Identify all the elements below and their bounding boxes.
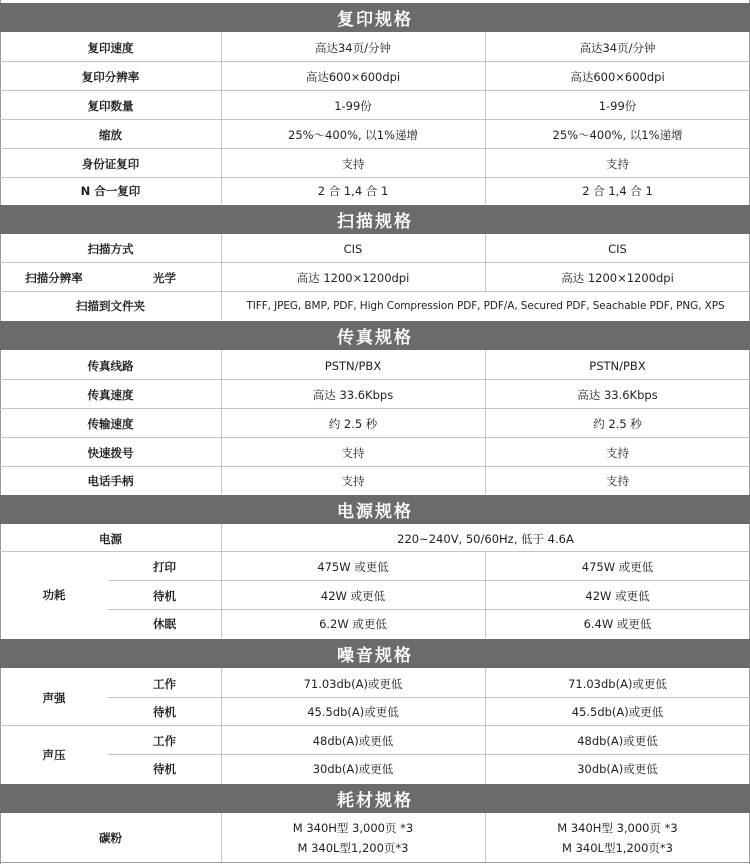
toner-low-yield-1: M 340L型1,200页*3	[297, 841, 409, 855]
copy-nup-value-2: 2 合 1,4 合 1	[582, 184, 653, 198]
divider	[0, 551, 750, 552]
copy-quantity-value-1: 1-99份	[334, 98, 372, 113]
noise-pressure-work-label: 工作	[153, 733, 176, 748]
divider	[0, 61, 750, 62]
copy-nup-value-1: 2 合 1,4 合 1	[317, 184, 389, 198]
scan-section-header: 扫描规格	[0, 205, 750, 234]
divider	[108, 609, 750, 610]
divider	[0, 466, 750, 467]
column-divider	[221, 234, 222, 320]
toner-value-2	[485, 814, 750, 862]
scan-resolution-value-2: 高达 1200×1200dpi	[561, 270, 674, 285]
noise-intensity-work-value-2: 71.03db(A)或更低	[568, 676, 667, 691]
column-divider	[221, 350, 222, 494]
noise-pressure-standby-label: 待机	[153, 762, 176, 776]
copy-idcard-value-2: 支持	[606, 156, 629, 171]
bottom-border	[0, 862, 750, 863]
copy-zoom-value-2: 25%～400%, 以1%递增	[552, 127, 683, 142]
divider	[0, 177, 750, 178]
noise-intensity-work-value-1: 71.03db(A)或更低	[303, 676, 403, 691]
copy-speed-label: 复印速度	[87, 40, 134, 55]
power-standby-label: 待机	[153, 588, 176, 603]
column-divider	[485, 813, 486, 862]
noise-pressure-standby-value-2: 30db(A)或更低	[577, 762, 658, 776]
fax-speed-value-2: 高达 33.6Kbps	[577, 387, 658, 402]
noise-intensity-work-label: 工作	[153, 676, 176, 691]
power-supply-value: 220~240V, 50/60Hz, 低于 4.6A	[397, 531, 574, 546]
power-standby-value-2: 42W 或更低	[585, 588, 650, 603]
noise-intensity-label: 声强	[42, 690, 66, 705]
column-divider	[221, 813, 222, 862]
noise-intensity-standby-label: 待机	[153, 705, 176, 719]
fax-transmit-value-1: 约 2.5 秒	[328, 416, 378, 431]
fax-speeddial-label: 快速拨号	[87, 445, 134, 460]
toner-value-1	[221, 814, 485, 862]
column-divider	[221, 524, 222, 638]
column-divider	[221, 32, 222, 204]
divider	[0, 408, 750, 409]
supplies-section-header: 耗材规格	[0, 784, 750, 813]
copy-zoom-label: 缩放	[99, 127, 122, 142]
noise-pressure-work-value-2: 48db(A)或更低	[577, 733, 658, 748]
copy-quantity-value-2: 1-99份	[598, 98, 637, 113]
fax-handset-value-1: 支持	[341, 473, 365, 488]
scan-method-value-1: CIS	[343, 242, 363, 256]
column-divider	[485, 32, 486, 204]
power-print-value-2: 475W 或更低	[581, 559, 654, 574]
column-divider	[221, 668, 222, 783]
fax-speeddial-value-1: 支持	[341, 445, 365, 460]
column-divider	[485, 234, 486, 292]
fax-speeddial-value-2: 支持	[606, 445, 629, 460]
copy-resolution-value-2: 高达600×600dpi	[570, 69, 665, 84]
scan-method-label: 扫描方式	[87, 242, 134, 256]
power-consumption-label: 功耗	[42, 588, 66, 602]
divider	[0, 148, 750, 149]
fax-transmit-label: 传输速度	[87, 416, 134, 431]
noise-intensity-standby-value-1: 45.5db(A)或更低	[307, 705, 399, 719]
power-print-label: 打印	[153, 559, 176, 574]
fax-transmit-value-2: 约 2.5 秒	[593, 416, 642, 431]
column-divider	[485, 668, 486, 783]
fax-section-header: 传真规格	[0, 321, 750, 350]
fax-line-value-2: PSTN/PBX	[589, 358, 646, 373]
noise-intensity-standby-value-2: 45.5db(A)或更低	[571, 705, 664, 719]
divider	[0, 379, 750, 380]
scan-folder-formats: TIFF, JPEG, BMP, PDF, High Compression PDF, PDF/A, Secured PDF, Seachable PDF, PNG, XPS	[246, 300, 725, 312]
copy-idcard-label: 身份证复印	[81, 156, 140, 171]
toner-low-yield-2: M 340L型1,200页*3	[562, 841, 673, 855]
divider	[108, 580, 750, 581]
scan-resolution-label: 扫描分辨率	[25, 270, 83, 285]
fax-line-value-1: PSTN/PBX	[324, 358, 382, 373]
fax-handset-value-2: 支持	[606, 473, 629, 488]
copy-resolution-value-1: 高达600×600dpi	[305, 69, 401, 84]
scan-resolution-sub-label: 光学	[153, 270, 176, 285]
divider	[0, 90, 750, 91]
copy-resolution-label: 复印分辨率	[81, 69, 140, 84]
power-sleep-value-2: 6.4W 或更低	[583, 617, 652, 631]
column-divider	[485, 350, 486, 494]
scan-folder-label: 扫描到文件夹	[76, 299, 145, 313]
scan-resolution-value-1: 高达 1200×1200dpi	[296, 270, 410, 285]
column-divider	[485, 551, 486, 638]
copy-idcard-value-1: 支持	[341, 156, 365, 171]
power-section-header: 电源规格	[0, 495, 750, 524]
power-standby-value-1: 42W 或更低	[320, 588, 386, 603]
power-supply-label: 电源	[99, 531, 122, 546]
copy-speed-value-2: 高达34页/分钟	[579, 40, 656, 55]
noise-pressure-label: 声压	[42, 747, 66, 762]
scan-method-value-2: CIS	[608, 242, 627, 256]
fax-speed-label: 传真速度	[87, 387, 134, 402]
copy-section-header: 复印规格	[0, 3, 750, 32]
fax-handset-label: 电话手柄	[87, 473, 134, 488]
noise-section-header: 噪音规格	[0, 639, 750, 668]
toner-high-yield-1: M 340H型 3,000页 *3	[292, 821, 414, 835]
divider	[0, 725, 750, 726]
divider	[0, 291, 750, 292]
noise-pressure-work-value-1: 48db(A)或更低	[312, 733, 394, 748]
divider	[0, 119, 750, 120]
noise-pressure-standby-value-1: 30db(A)或更低	[312, 762, 394, 776]
divider	[0, 437, 750, 438]
copy-speed-value-1: 高达34页/分钟	[314, 40, 391, 55]
power-print-value-1: 475W 或更低	[317, 559, 389, 574]
fax-speed-value-1: 高达 33.6Kbps	[312, 387, 394, 402]
divider	[0, 262, 750, 263]
divider	[108, 697, 750, 698]
fax-line-label: 传真线路	[87, 358, 134, 373]
copy-zoom-value-1: 25%～400%, 以1%递增	[288, 127, 418, 142]
copy-nup-label: N 合一复印	[80, 184, 141, 198]
power-sleep-label: 休眠	[153, 617, 176, 631]
power-sleep-value-1: 6.2W 或更低	[319, 617, 387, 631]
toner-label: 碳粉	[99, 831, 122, 845]
toner-high-yield-2: M 340H型 3,000页 *3	[557, 821, 678, 835]
copy-quantity-label: 复印数量	[87, 98, 134, 113]
divider	[108, 754, 750, 755]
